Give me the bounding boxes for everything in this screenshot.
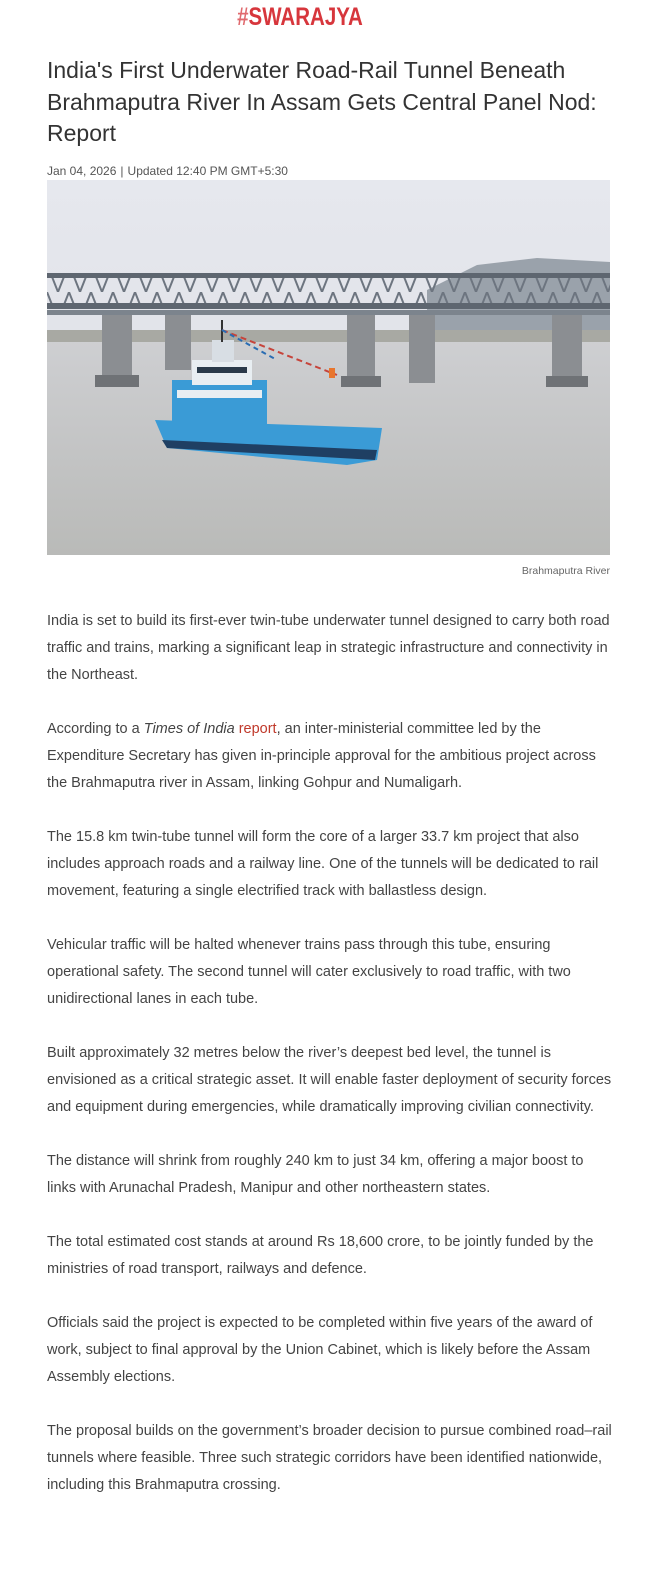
updated-time: Updated 12:40 PM GMT+5:30 xyxy=(127,164,288,178)
source-name: Times of India xyxy=(143,721,235,737)
paragraph-2-intro: According to a xyxy=(47,721,144,737)
paragraph-8: Officials said the project is expected to be completed within five years of the award of work, subject to final approval by the Union Cabinet, which is likely before the Assam Assembly elections. xyxy=(47,1315,593,1385)
article-meta xyxy=(47,164,288,178)
logo-hash: # xyxy=(237,3,249,31)
report-link[interactable]: report xyxy=(238,721,277,737)
river-bridge-ship-illustration xyxy=(47,180,610,555)
paragraph-7: The total estimated cost stands at around Rs 18,600 crore, to be jointly funded by the ministries of road transport, railways and defence. xyxy=(47,1234,594,1277)
paragraph-1: India is set to build its first-ever twin-tube underwater tunnel designed to carry both road traffic and trains, marking a significant leap in strategic infrastructure and connectivity in the Northeast. xyxy=(47,613,610,683)
image-caption: Brahmaputra River xyxy=(521,565,610,577)
logo-text: SWARAJYA xyxy=(248,3,363,31)
meta-separator: | xyxy=(120,164,124,178)
paragraph-5: Built approximately 32 metres below the river’s deepest bed level, the tunnel is envisioned as a critical strategic asset. It will enable faster deployment of security forces and equipment during emergencies, while dramatically improving civilian connectivity. xyxy=(47,1045,612,1115)
article-title: India's First Underwater Road-Rail Tunnel Beneath Brahmaputra River In Assam Gets Central Panel Nod: Report xyxy=(47,57,597,146)
article-body xyxy=(47,608,612,1526)
hero-image xyxy=(47,180,610,555)
paragraph-2 xyxy=(47,716,612,797)
paragraph-4: Vehicular traffic will be halted whenever trains pass through this tube, ensuring operational safety. The second tunnel will cater exclusively to road traffic, with two unidirectional lanes in each tube. xyxy=(47,937,571,1007)
paragraph-6: The distance will shrink from roughly 240 km to just 34 km, offering a major boost to links with Arunachal Pradesh, Manipur and other northeastern states. xyxy=(47,1153,584,1196)
publish-date: Jan 04, 2026 xyxy=(47,164,117,178)
swarajya-logo[interactable] xyxy=(54,3,546,32)
paragraph-3: The 15.8 km twin-tube tunnel will form the core of a larger 33.7 km project that also includes approach roads and a railway line. One of the tunnels will be dedicated to rail movement, featuring a single electrified track with ballastless design. xyxy=(47,829,599,899)
paragraph-2-rest: , an inter-ministerial committee led by the Expenditure Secretary has given in-principle approval for the ambitious project across the Brahmaputra river in Assam, linking Gohpur and Numaligarh. xyxy=(47,721,596,791)
paragraph-9: The proposal builds on the government’s broader decision to pursue combined road–rail tunnels where feasible. Three such strategic corridors have been identified nationwide, including this Brahmaputra crossing. xyxy=(47,1423,612,1493)
